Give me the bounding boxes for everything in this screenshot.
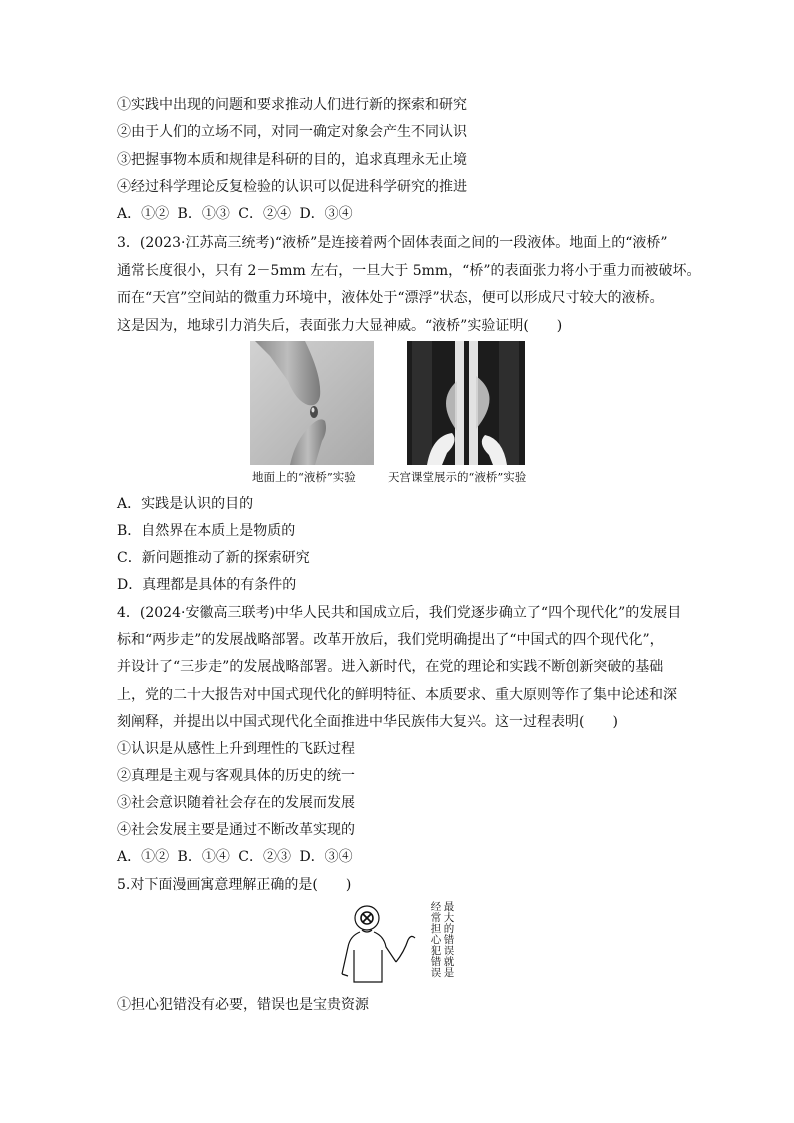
cartoon-caption-left-column: 经常担心犯错误 (430, 901, 442, 979)
caption-tiangong-bridge: 天宫课堂展示的“液桥”实验 (388, 470, 527, 484)
q4-stem-line-3: 并设计了“三步走”的发展战略部署。进入新时代，在党的理论和实践不断创新突破的基础 (117, 659, 664, 675)
q4-item-4: ④社会发展主要是通过不断改革实现的 (117, 822, 355, 838)
q3-stem-line-1: 3．(2023·江苏高三统考)“液桥”是连接着两个固体表面之间的一段液体。地面上的“液桥” (117, 235, 668, 251)
q4-item-3: ③社会意识随着社会存在的发展而发展 (117, 795, 355, 811)
q3-option-a: A．实践是认识的目的 (117, 496, 254, 512)
q3-option-d: D．真理都是具体的有条件的 (117, 577, 297, 593)
space-bridge-illustration (407, 341, 525, 465)
q2-item-2: ②由于人们的立场不同，对同一确定对象会产生不同认识 (117, 124, 467, 140)
q5-item-1: ①担心犯错没有必要，错误也是宝贵资源 (117, 997, 369, 1013)
q4-stem-line-2: 标和“两步走”的发展战略部署。改革开放后，我们党明确提出了“中国式的四个现代化”， (117, 632, 664, 648)
finger-photo-illustration (250, 341, 374, 465)
q3-stem-line-4: 这是因为，地球引力消失后，表面张力大显神威。“液桥”实验证明( ) (117, 318, 563, 334)
q4-item-2: ②真理是主观与客观具体的历史的统一 (117, 768, 355, 784)
ground-liquid-bridge-photo (250, 341, 374, 465)
cartoon-drawing (340, 902, 420, 984)
cartoon-caption-right-column: 最大的错误就是 (443, 901, 455, 979)
q5-stem: 5.对下面漫画寓意理解正确的是( ) (117, 877, 352, 893)
q4-stem-line-1: 4．(2024·安徽高三联考)中华人民共和国成立后，我们党逐步确立了“四个现代化”的发展目 (117, 605, 682, 621)
tiangong-liquid-bridge-photo (407, 341, 525, 465)
q2-item-4: ④经过科学理论反复检验的认识可以促进科学研究的推进 (117, 179, 467, 195)
q2-options: A．①② B．①③ C．②④ D．③④ (117, 206, 353, 222)
q4-item-1: ①认识是从感性上升到理性的飞跃过程 (117, 741, 355, 757)
q4-stem-line-5: 刻阐释，并提出以中国式现代化全面推进中华民族伟大复兴。这一过程表明( ) (117, 714, 618, 730)
cartoon-worried-person (340, 902, 420, 984)
caption-ground-bridge: 地面上的“液桥”实验 (252, 470, 356, 484)
q3-stem-line-3: 而在“天宫”空间站的微重力环境中，液体处于“漂浮”状态，便可以形成尺寸较大的液桥。 (117, 290, 664, 306)
q2-item-1: ①实践中出现的问题和要求推动人们进行新的探索和研究 (117, 97, 467, 113)
q2-item-3: ③把握事物本质和规律是科研的目的，追求真理永无止境 (117, 152, 467, 168)
q3-option-c: C．新问题推动了新的探索研究 (117, 550, 310, 566)
q4-options: A．①② B．①④ C．②③ D．③④ (117, 849, 353, 865)
q4-stem-line-4: 上，党的二十大报告对中国式现代化的鲜明特征、本质要求、重大原则等作了集中论述和深 (117, 687, 677, 703)
q3-option-b: B．自然界在本质上是物质的 (117, 523, 296, 539)
q3-stem-line-2: 通常长度很小，只有 2－5mm 左右，一旦大于 5mm，“桥”的表面张力将小于重力而被破坏。 (117, 263, 701, 279)
